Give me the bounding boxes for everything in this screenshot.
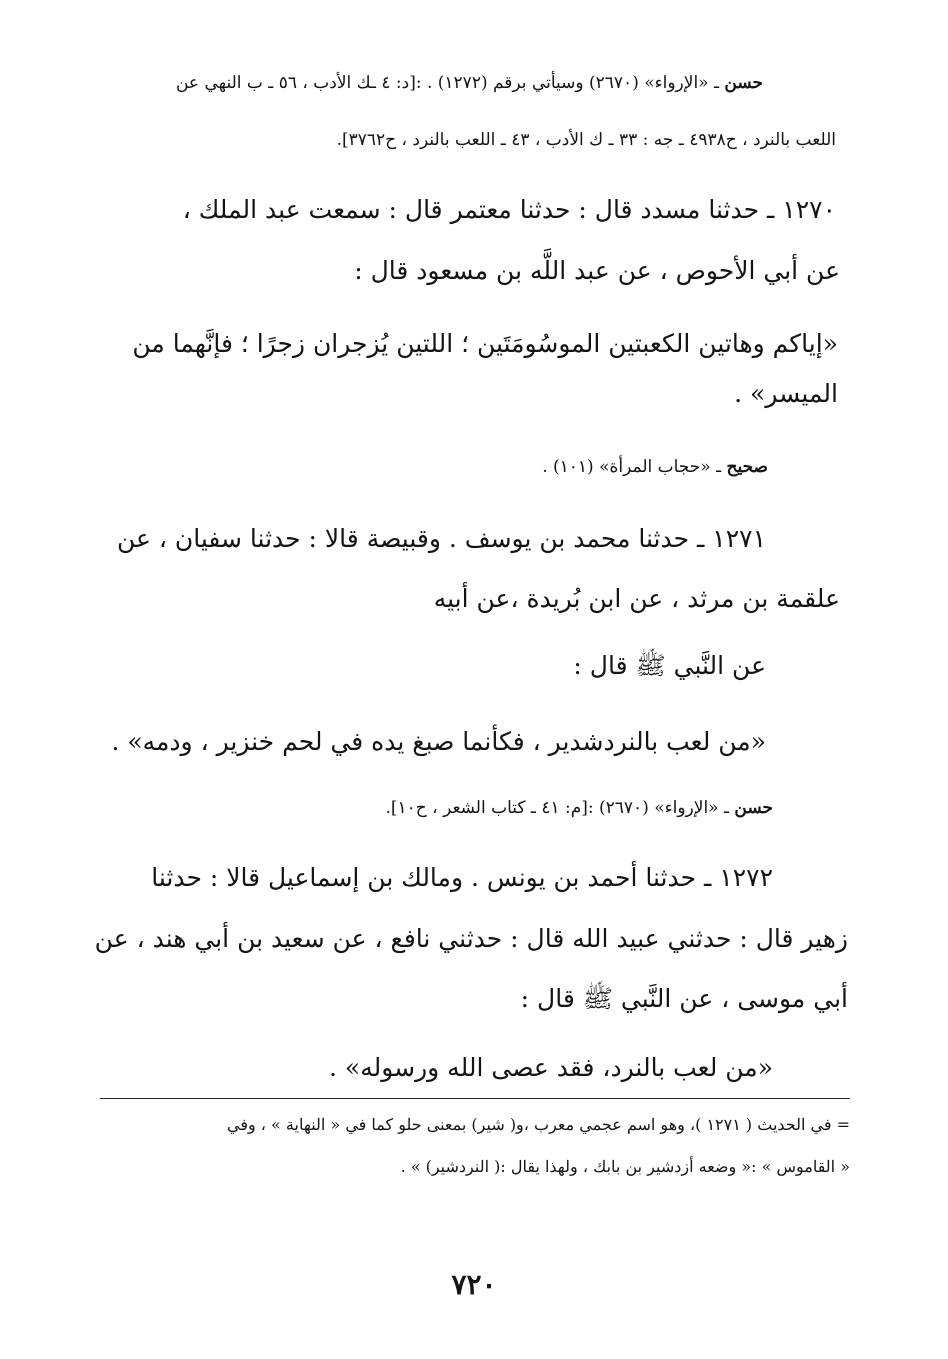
- footnote-line-1: = في الحديث ( ١٢٧١ )، وهو اسم عجمي معرب ،و( شير) بمعنى حلو كما في « النهاية » ، وفي: [227, 1115, 850, 1134]
- grade-label: صحيح: [726, 457, 768, 477]
- grade-reference: ـ «حجاب المرأة» (١٠١) .: [542, 457, 727, 477]
- hadith-1271-matn-line-1: «من لعب بالنردشدير ، فكأنما صبغ يده في لحم خنزير ، ودمه» .: [111, 727, 766, 756]
- hadith-1270-matn-line-1: «إياكم وهاتين الكعبتين الموسُومَتَين ؛ اللتين يُزجران زجرًا ؛ فإنَّهما من: [132, 329, 838, 358]
- page-number: ٧٢٠: [451, 1268, 497, 1301]
- grade-reference: ـ «الإرواء» (٢٦٧٠) وسيأتي برقم (١٢٧٢) . :[د: ٤ ـك الأدب ، ٥٦ ـ ب النهي عن: [175, 73, 725, 93]
- hadith-1271-grade-line: [385, 799, 773, 818]
- top-note-line-1: [176, 74, 763, 93]
- grade-label: حسن: [734, 798, 773, 818]
- hadith-1271-isnad-line-2: علقمة بن مرثد ، عن ابن بُريدة ،عن أبيه: [433, 584, 840, 613]
- hadith-1271-isnad-line-1: ١٢٧١ ـ حدثنا محمد بن يوسف . وقبيصة قالا : حدثنا سفيان ، عن: [116, 524, 766, 553]
- hadith-1272-isnad-line-1: ١٢٧٢ ـ حدثنا أحمد بن يونس . ومالك بن إسماعيل قالا : حدثنا: [151, 863, 773, 892]
- grade-label: حسن: [724, 73, 763, 93]
- top-note-line-2: اللعب بالنرد ، ح٤٩٣٨ ـ جه : ٣٣ ـ ك الأدب ، ٤٣ ـ اللعب بالنرد ، ح٣٧٦٢].: [336, 130, 836, 150]
- hadith-1272-isnad-line-3: أبي موسى ، عن النَّبي ﷺ قال :: [520, 984, 848, 1013]
- hadith-1272-matn-line-1: «من لعب بالنرد، فقد عصى الله ورسوله» .: [329, 1053, 773, 1082]
- hadith-1272-isnad-line-2: زهير قال : حدثني عبيد الله قال : حدثني نافع ، عن سعيد بن أبي هند ، عن: [94, 924, 848, 953]
- hadith-1271-isnad-line-3: عن النَّبي ﷺ قال :: [573, 651, 766, 680]
- hadith-1270-matn-line-2: الميسر» .: [734, 379, 838, 408]
- footnote-divider: [100, 1098, 850, 1099]
- hadith-1270-isnad-line-1: ١٢٧٠ ـ حدثنا مسدد قال : حدثنا معتمر قال : سمعت عبد الملك ،: [182, 195, 836, 224]
- footnote-line-2: « القاموس » :« وضعه أزدشير بن بابك ، ولهذا يقال :( النردشير) » .: [400, 1157, 850, 1176]
- hadith-1270-isnad-line-2: عن أبي الأحوص ، عن عبد اللَّه بن مسعود قال :: [354, 256, 840, 285]
- grade-reference: ـ «الإرواء» (٢٦٧٠) :[م: ٤١ ـ كتاب الشعر ، ح١٠].: [385, 798, 735, 818]
- hadith-1270-grade-line: [542, 458, 768, 477]
